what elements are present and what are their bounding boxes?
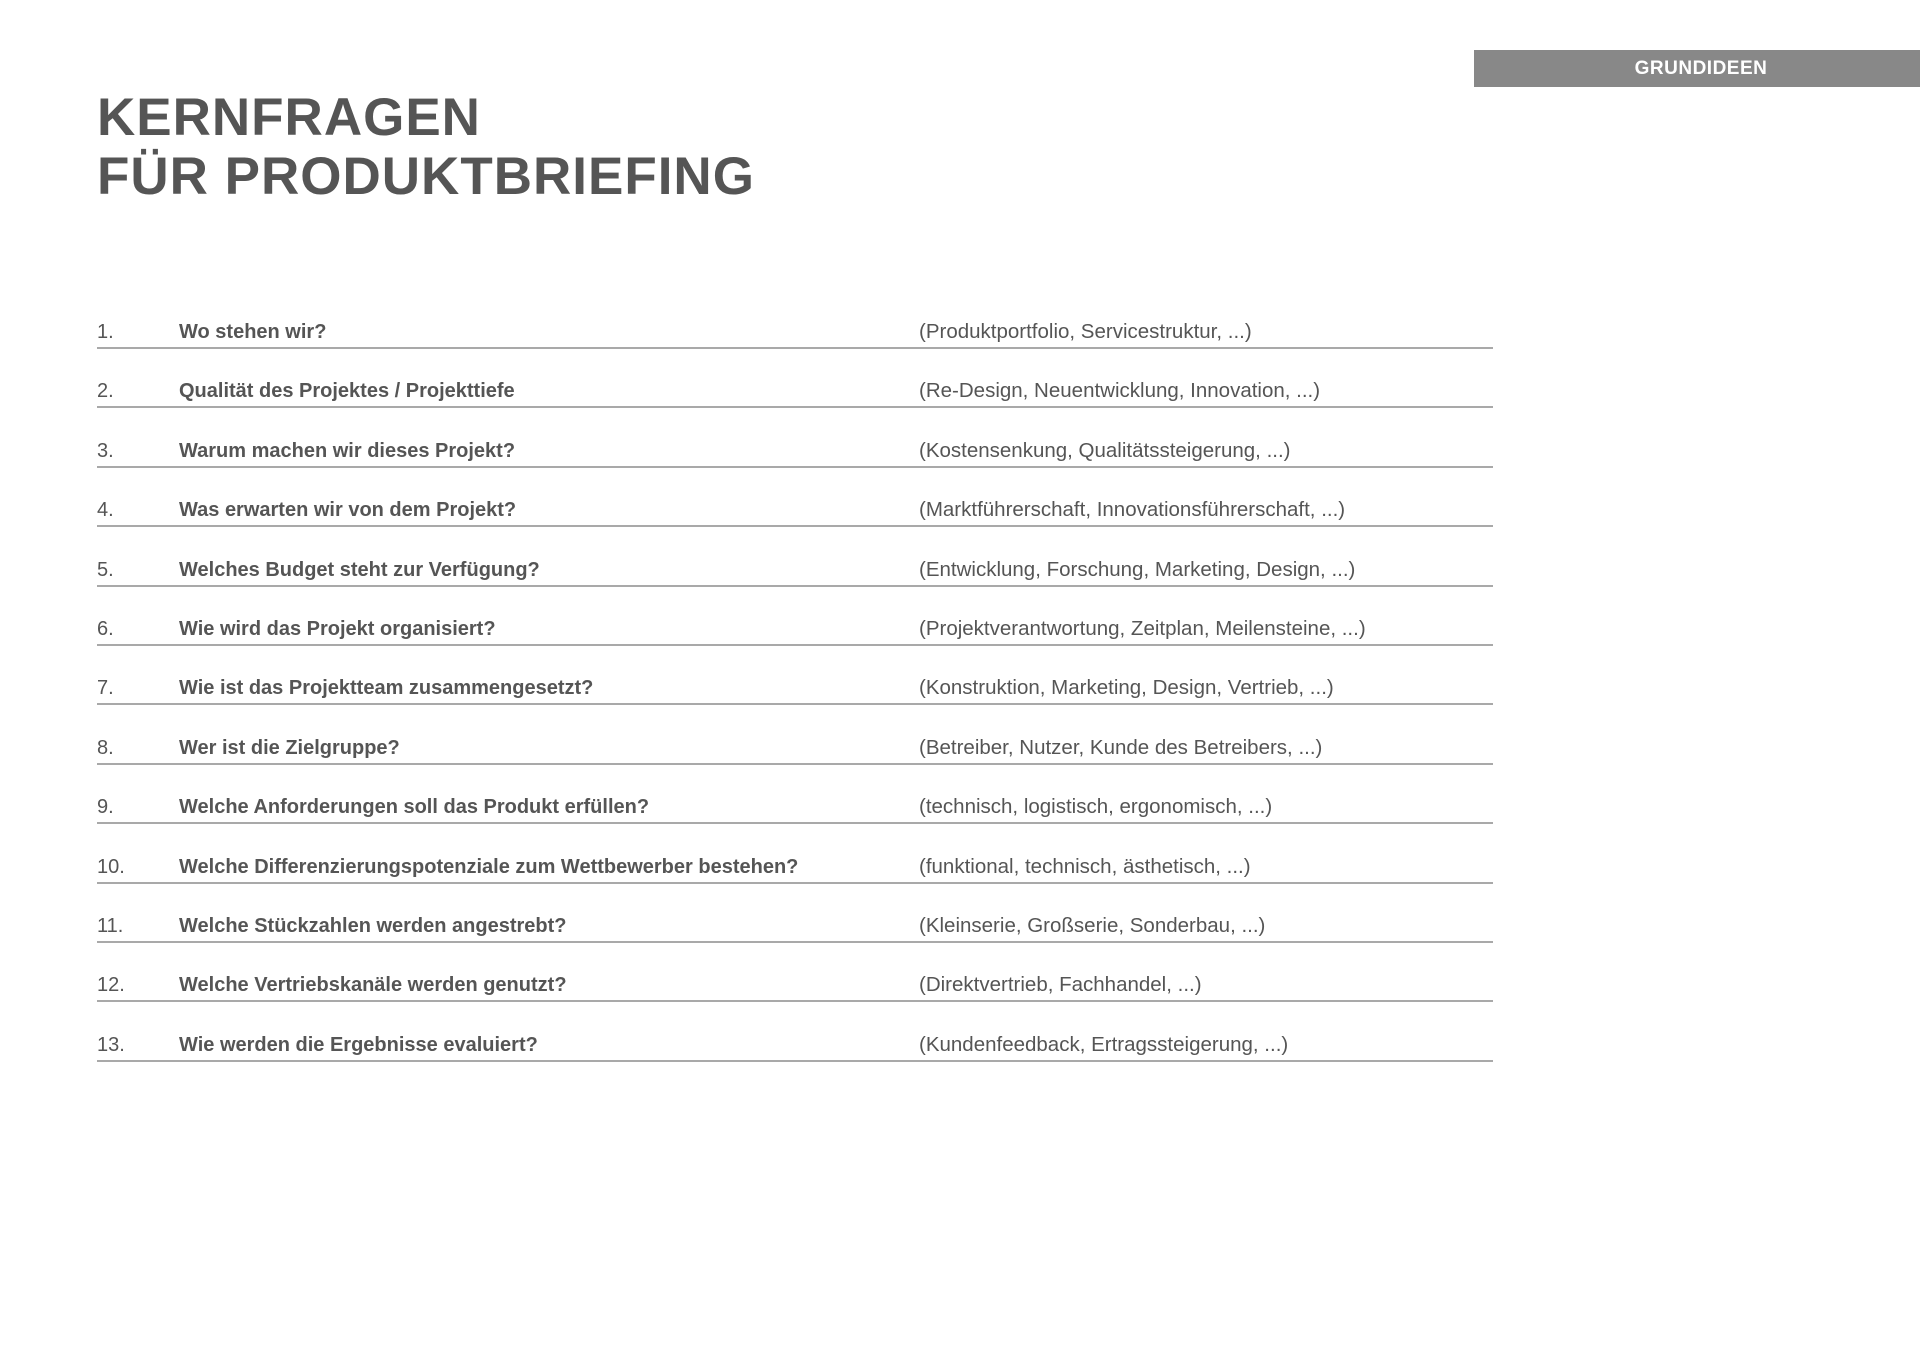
question-text: Qualität des Projektes / Projekttiefe [179, 380, 515, 403]
question-number: 12. [97, 974, 125, 997]
question-row [97, 551, 1493, 610]
row-divider [97, 941, 1493, 943]
question-row [97, 610, 1493, 669]
question-text: Wo stehen wir? [179, 321, 327, 343]
question-number: 8. [97, 736, 114, 759]
question-row [97, 432, 1493, 491]
question-list [97, 313, 1493, 1085]
question-row [97, 907, 1493, 966]
question-text: Welche Anforderungen soll das Produkt erfüllen? [179, 796, 650, 819]
question-examples: (technisch, logistisch, ergonomisch, ...) [919, 795, 1273, 819]
question-row [97, 669, 1493, 728]
question-number: 3. [97, 439, 114, 462]
question-text: Warum machen wir dieses Projekt? [179, 439, 516, 462]
question-text: Was erwarten wir von dem Projekt? [179, 499, 517, 522]
question-examples: (Konstruktion, Marketing, Design, Vertrieb, ...) [919, 676, 1334, 700]
question-examples: (Re-Design, Neuentwicklung, Innovation, ...) [919, 379, 1321, 403]
section-tab: GRUNDIDEEN [1474, 50, 1920, 87]
question-row [97, 966, 1493, 1025]
question-text: Welche Vertriebskanäle werden genutzt? [179, 974, 567, 997]
row-divider [97, 1000, 1493, 1002]
question-text: Wie wird das Projekt organisiert? [179, 617, 496, 640]
question-examples: (Marktführerschaft, Innovationsführerschaft, ...) [919, 498, 1346, 522]
page-title [97, 88, 755, 206]
question-number: 1. [97, 321, 114, 343]
question-number: 11. [97, 914, 124, 937]
page-title-line-1: KERNFRAGEN [97, 88, 481, 147]
row-divider [97, 406, 1493, 408]
row-divider [97, 644, 1493, 646]
question-text: Welche Stückzahlen werden angestrebt? [179, 914, 567, 937]
question-row [97, 729, 1493, 788]
question-text: Welches Budget steht zur Verfügung? [179, 558, 540, 581]
question-row [97, 848, 1493, 907]
question-row [97, 1026, 1493, 1085]
question-number: 6. [97, 617, 114, 640]
row-divider [97, 525, 1493, 527]
row-divider [97, 585, 1493, 587]
question-number: 13. [97, 1033, 125, 1056]
question-examples: (Betreiber, Nutzer, Kunde des Betreibers, ...) [919, 735, 1323, 759]
row-divider [97, 347, 1493, 349]
question-examples: (funktional, technisch, ästhetisch, ...) [919, 854, 1251, 878]
question-text: Wie ist das Projektteam zusammengesetzt? [179, 677, 594, 700]
question-number: 4. [97, 499, 114, 522]
question-number: 9. [97, 796, 114, 819]
question-number: 7. [97, 677, 114, 700]
question-row [97, 491, 1493, 550]
question-text: Wie werden die Ergebnisse evaluiert? [179, 1033, 538, 1056]
row-divider [97, 882, 1493, 884]
row-divider [97, 822, 1493, 824]
question-examples: (Entwicklung, Forschung, Marketing, Design, ...) [919, 557, 1356, 581]
question-examples: (Projektverantwortung, Zeitplan, Meilensteine, ...) [919, 616, 1366, 640]
question-number: 2. [97, 380, 114, 403]
question-examples: (Kleinserie, Großserie, Sonderbau, ...) [919, 913, 1266, 937]
question-row [97, 788, 1493, 847]
question-number: 5. [97, 558, 114, 581]
row-divider [97, 466, 1493, 468]
question-examples: (Produktportfolio, Servicestruktur, ...) [919, 320, 1252, 343]
question-examples: (Direktvertrieb, Fachhandel, ...) [919, 973, 1202, 997]
row-divider [97, 1060, 1493, 1062]
question-examples: (Kostensenkung, Qualitätssteigerung, ...) [919, 438, 1291, 462]
question-row [97, 372, 1493, 431]
question-row [97, 313, 1493, 372]
page-title-line-2: FÜR PRODUKTBRIEFING [97, 147, 755, 206]
question-text: Wer ist die Zielgruppe? [179, 736, 400, 759]
question-examples: (Kundenfeedback, Ertragssteigerung, ...) [919, 1032, 1289, 1056]
question-number: 10. [97, 855, 125, 878]
row-divider [97, 763, 1493, 765]
row-divider [97, 703, 1493, 705]
question-text: Welche Differenzierungspotenziale zum Wettbewerber bestehen? [179, 855, 799, 878]
